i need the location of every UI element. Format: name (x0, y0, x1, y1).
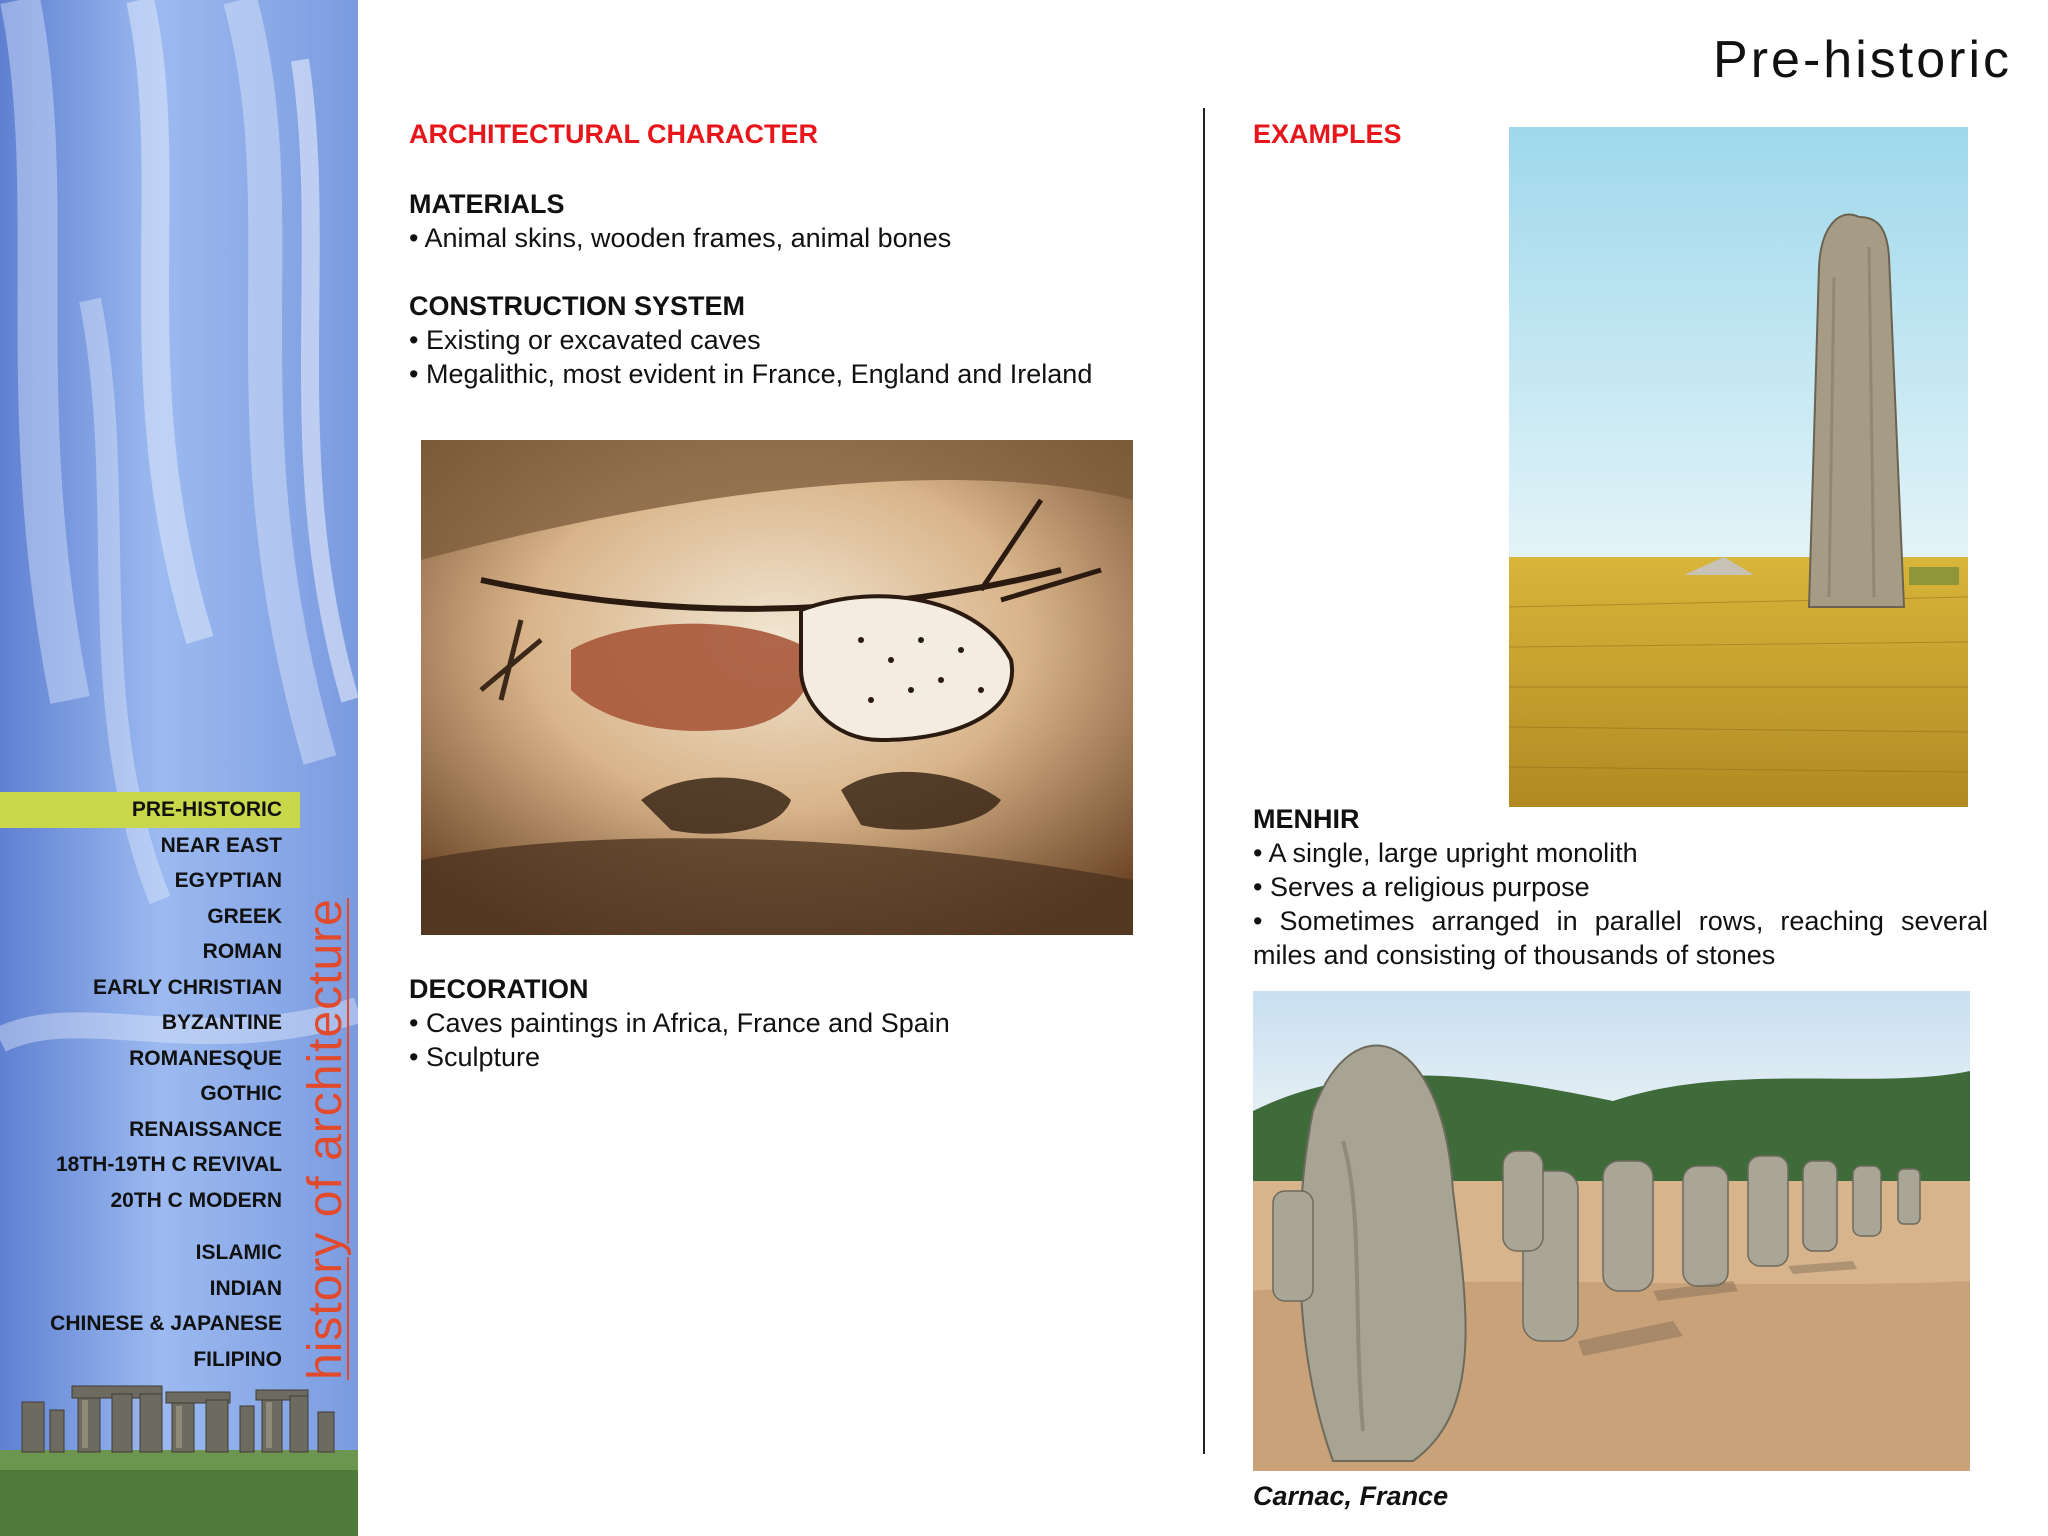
materials-title: MATERIALS (409, 189, 565, 219)
nav-item-islamic[interactable]: ISLAMIC (195, 1241, 282, 1264)
materials-bullet: • Animal skins, wooden frames, animal bones (409, 223, 952, 253)
nav-item-revival[interactable]: 18TH-19TH C REVIVAL (56, 1153, 282, 1176)
column-divider (1203, 108, 1205, 1454)
decoration-bullet: • Sculpture (409, 1042, 541, 1072)
menhir-bullet: • A single, large upright monolith (1253, 838, 1638, 868)
nav-item-roman[interactable]: ROMAN (202, 940, 282, 963)
construction-section (409, 289, 1189, 391)
carnac-stones-image (1253, 991, 1970, 1471)
carnac-caption: Carnac, France (1253, 1481, 1449, 1511)
nav-item-near-east[interactable]: NEAR EAST (160, 833, 282, 857)
decoration-title: DECORATION (409, 974, 589, 1004)
decoration-bullet: • Caves paintings in Africa, France and Spain (409, 1008, 950, 1038)
nav-item-byzantine[interactable]: BYZANTINE (161, 1011, 282, 1034)
nav-item-modern[interactable]: 20TH C MODERN (110, 1188, 282, 1212)
stonehenge-image (0, 1380, 358, 1460)
nav-item-greek[interactable]: GREEK (207, 904, 282, 928)
nav-item-romanesque[interactable]: ROMANESQUE (129, 1046, 282, 1070)
history-of-architecture-title: history of architecture (299, 898, 352, 1380)
page-title: Pre-historic (1713, 31, 2012, 89)
nav-item-filipino[interactable]: FILIPINO (193, 1347, 282, 1371)
construction-bullet: • Existing or excavated caves (409, 325, 761, 355)
cave-painting-image (421, 440, 1133, 935)
nav-item-gothic[interactable]: GOTHIC (200, 1082, 282, 1105)
menhir-title: MENHIR (1253, 804, 1360, 834)
nav-item-egyptian[interactable]: EGYPTIAN (174, 869, 282, 892)
nav-item-indian[interactable]: INDIAN (209, 1276, 282, 1300)
construction-title: CONSTRUCTION SYSTEM (409, 291, 746, 321)
nav-item-chinese-japanese[interactable]: CHINESE & JAPANESE (50, 1312, 282, 1335)
examples-heading: EXAMPLES (1253, 119, 1402, 149)
materials-section (409, 187, 1169, 255)
menhir-bullet: • Serves a religious purpose (1253, 872, 1590, 902)
decoration-section (409, 972, 1169, 1074)
era-nav-list (0, 792, 300, 1377)
menhir-image (1509, 127, 1968, 807)
nav-item-pre-historic[interactable]: PRE-HISTORIC (0, 792, 300, 828)
sidebar (0, 0, 358, 1536)
nav-item-renaissance[interactable]: RENAISSANCE (129, 1117, 282, 1141)
menhir-bullet: • Sometimes arranged in parallel rows, reaching several miles and consisting of thousands of stones (1253, 906, 1988, 970)
menhir-section (1253, 802, 1988, 972)
construction-bullet: • Megalithic, most evident in France, England and Ireland (409, 359, 1093, 389)
nav-item-early-christian[interactable]: EARLY CHRISTIAN (92, 975, 282, 999)
architectural-character-heading: ARCHITECTURAL CHARACTER (409, 119, 818, 149)
